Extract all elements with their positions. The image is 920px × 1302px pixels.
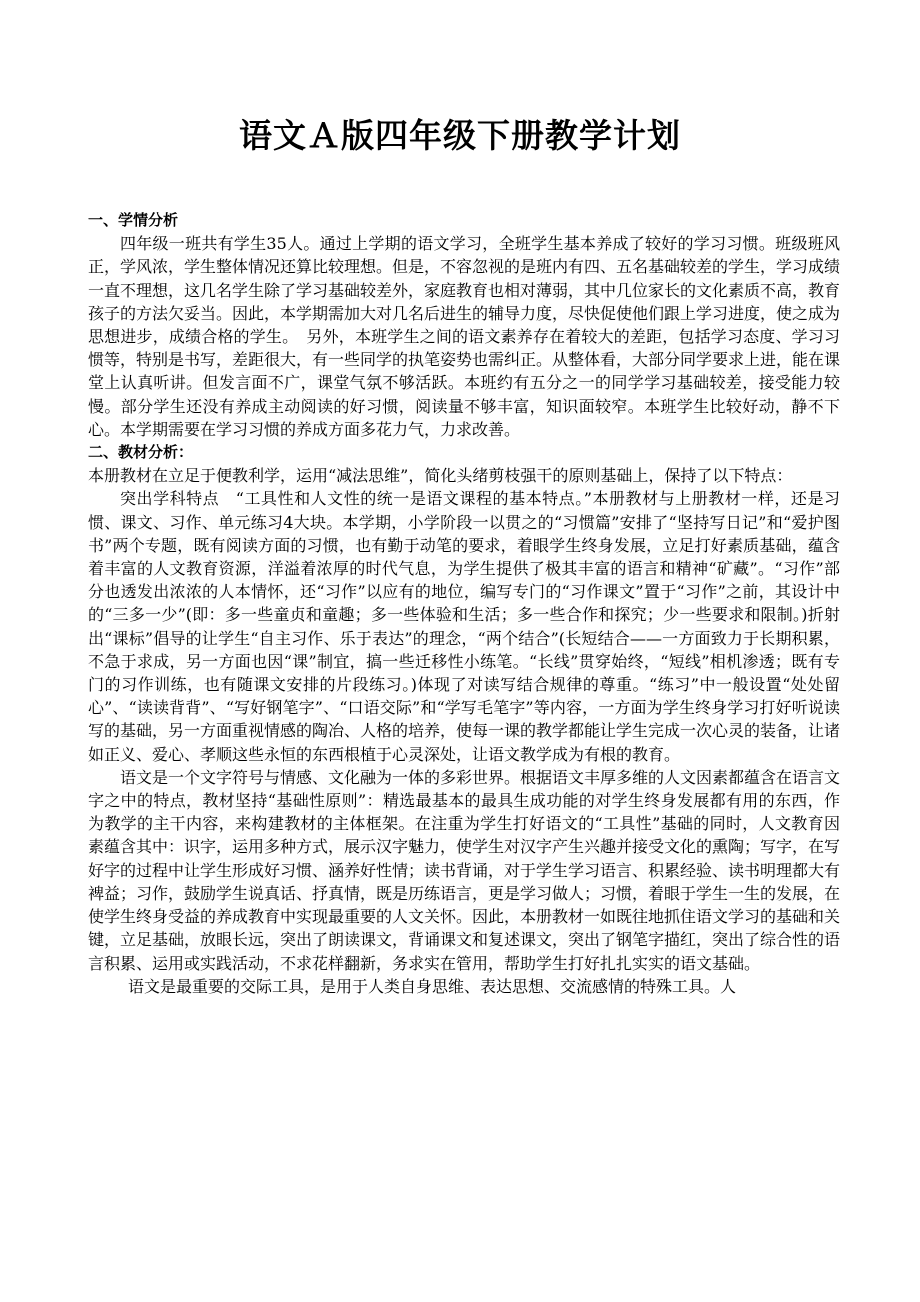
section-heading-textbook: 二、教材分析： xyxy=(88,443,194,462)
textbook-features-paragraph: 突出学科特点 “工具性和人文性的统一是语文课程的基本特点。”本册教材与上册教材一样，还是习惯、课文、习作、单元练习4大块。本学期，小学阶段一以贯之的“习惯篇”安排了“坚持写日记”和“爱护图书”两个专题，既有阅读方面的习惯，也有勤于动笔的要求，着眼学生终身发展，立足打好素质基础，蕴含着丰富的人文教育资源，洋溢着浓厚的时代气息，为学生提供了极其丰富的语言和精神“矿藏”。“习作”部分也透发出浓浓的人本情怀，还“习作”以应有的地位，编写专门的“习作课文”置于“习作”之前，其设计中的“三多一少”(即：多一些童贞和童趣；多一些体验和生活；多一些合作和探究；少一些要求和限制。)折射出“课标”倡导的让学生“自主习作、乐于表达”的理念，“两个结合”(长短结合——一方面致力于长期积累，不急于求成，另一方面也因“课”制宜，搞一些迁移性小练笔。“长线”贯穿始终，“短线”相机渗透；既有专门的习作训练，也有随课文安排的片段练习。)体现了对读写结合规律的尊重。“练习”中一般设置“处处留心”、“读读背背”、“写好钢笔字”、“口语交际”和“学写毛笔字”等内容，一方面为学生终身学习打好听说读写的基础，另一方面重视情感的陶冶、人格的培养，使每一课的教学都能让学生完成一次心灵的装备，让诸如正义、爱心、孝顺这些永恒的东西根植于心灵深处，让语文教学成为有根的教育。 xyxy=(88,489,841,764)
section-heading-situation: 一、学情分析 xyxy=(88,211,179,229)
document-title: 语文Ａ版四年级下册教学计划 xyxy=(239,116,681,155)
textbook-intro-paragraph: 本册教材在立足于便教利学，运用“减法思维”，简化头绪剪枝强干的原则基础上，保持了以下特点： xyxy=(88,466,793,486)
document-body xyxy=(88,209,840,998)
textbook-communication-paragraph: 语文是最重要的交际工具，是用于人类自身思维、表达思想、交流感情的特殊工具。人 xyxy=(128,976,737,996)
textbook-basics-paragraph: 语文是一个文字符号与情感、文化融为一体的多彩世界。根据语文丰厚多维的人文因素都蕴含在语言文字之中的特点，教材坚持“基础性原则”：精选最基本的最具生成功能的对学生终身发展都有用的东西，作为教学的主干内容，来构建教材的主体框架。在注重为学生打好语文的“工具性”基础的同时，人文教育因素蕴含其中：识字，运用多种方式，展示汉字魅力，使学生对汉字产生兴趣并接受文化的熏陶；写字，在写好字的过程中让学生形成好习惯、涵养好性情；读书背诵，对于学生学习语言、积累经验、读书明理都大有裨益；习作，鼓励学生说真话、抒真情，既是历练语言，更是学习做人；习惯，着眼于学生一生的发展，在使学生终身受益的养成教育中实现最重要的人文关怀。因此，本册教材一如既往地抓住语文学习的基础和关键，立足基础，放眼长远，突出了朗读课文，背诵课文和复述课文，突出了钢笔字描红，突出了综合性的语言积累、运用或实践活动，不求花样翻新，务求实在管用，帮助学生打好扎扎实实的语文基础。 xyxy=(88,767,841,973)
situation-paragraph: 四年级一班共有学生35人。通过上学期的语文学习，全班学生基本养成了较好的学习习惯。班级班风正，学风浓，学生整体情况还算比较理想。但是，不容忽视的是班内有四、五名基础较差的学生，学习成绩一直不理想，这几名学生除了学习基础较差外，家庭教育也相对薄弱，其中几位家长的文化素质不高，教育孩子的方法欠妥当。因此，本学期需加大对几名后进生的辅导力度，尽快促使他们跟上学习进度，使之成为思想进步，成绩合格的学生。 另外，本班学生之间的语文素养存在着较大的差距，包括学习态度、学习习惯等，特别是书写，差距很大，有一些同学的执笔姿势也需纠正。从整体看，大部分同学要求上进，能在课堂上认真听讲。但发言面不广，课堂气氛不够活跃。本班约有五分之一的同学学习基础较差，接受能力较慢。部分学生还没有养成主动阅读的好习惯，阅读量不够丰富，知识面较窄。本班学生比较好动，静不下心。本学期需要在学习习惯的养成方面多花力气，力求改善。 xyxy=(88,234,841,439)
